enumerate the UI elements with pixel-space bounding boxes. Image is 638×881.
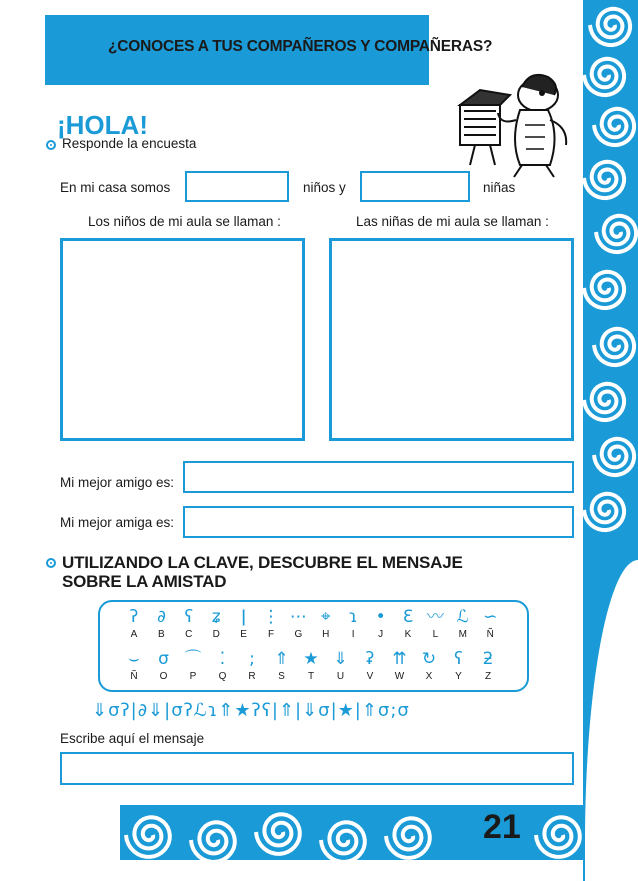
boys-word: niños y <box>303 180 346 195</box>
cipher-letter: V <box>366 671 374 682</box>
bullet-icon <box>46 140 56 150</box>
girls-word: niñas <box>483 180 516 195</box>
cipher-key <box>98 600 529 692</box>
cipher-letter: P <box>189 671 197 682</box>
swirl-icon <box>126 817 170 857</box>
boys-names-area[interactable] <box>60 238 305 441</box>
instruction: Responde la encuesta <box>62 136 197 151</box>
swirl-icon <box>536 817 580 857</box>
cipher-symbol: ʡ <box>365 649 375 669</box>
cipher-symbol: ⌖ <box>321 607 331 627</box>
cipher-letter: J <box>378 629 384 640</box>
cipher-letter: M <box>458 629 467 640</box>
page-number: 21 <box>483 808 521 846</box>
cipher-letter: U <box>336 671 345 682</box>
swirl-icon <box>321 822 365 862</box>
cipher-symbol: ℒ <box>456 607 469 627</box>
swirl-icon <box>584 162 624 198</box>
boys-count-field[interactable] <box>185 171 289 202</box>
cipher-symbol: ƻ <box>482 649 494 669</box>
cipher-letter: W <box>394 671 405 682</box>
swirl-icon <box>590 9 630 45</box>
cipher-letter: Ñ <box>486 629 494 640</box>
cipher-symbol: σ <box>158 649 169 669</box>
swirl-icon <box>594 439 634 475</box>
cipher-letter: X <box>425 671 433 682</box>
cipher-symbol: ★ <box>303 649 319 669</box>
message-answer-field[interactable] <box>60 752 574 785</box>
cipher-symbol: ; <box>249 649 255 669</box>
cipher-letter: F <box>267 629 275 640</box>
swirl-icon <box>584 272 624 308</box>
swirl-icon <box>386 818 430 858</box>
cipher-letter: C <box>185 629 193 640</box>
girls-names-area[interactable] <box>329 238 574 441</box>
cipher-symbol: ǀ <box>241 607 247 627</box>
coded-message: ⇓σʔ|∂⇓|σʔℒɿ⇑★ʔʕ|⇑|⇓σ|★|⇑σ;σ <box>92 700 410 721</box>
swirl-icon <box>596 216 636 252</box>
girls-count-field[interactable] <box>360 171 470 202</box>
girls-list-label: Las niñas de mi aula se llaman : <box>356 214 549 229</box>
cipher-symbol: ʕ <box>454 649 463 669</box>
cipher-symbol: ʕ <box>184 607 194 627</box>
cipher-letter: Y <box>455 671 462 682</box>
cipher-symbol: ⁚ <box>219 649 226 669</box>
cipher-symbol: ⇈ <box>392 649 407 669</box>
cipher-symbol: ⋮ <box>262 607 280 627</box>
best-friend-f-label: Mi mejor amiga es: <box>60 515 175 530</box>
section-heading <box>62 553 463 591</box>
cipher-letter: G <box>294 629 303 640</box>
cipher-letter: A <box>130 629 138 640</box>
cipher-symbol: • <box>375 607 386 627</box>
cipher-symbol: ʑ <box>211 607 221 627</box>
cipher-letter: I <box>351 629 355 640</box>
best-friend-m-label: Mi mejor amigo es: <box>60 475 175 490</box>
cipher-symbol: ⇓ <box>333 649 348 669</box>
cipher-symbol: ⇑ <box>274 649 289 669</box>
cipher-letter: K <box>404 629 412 640</box>
cipher-letter: B <box>158 629 165 640</box>
cipher-symbol: ∽ <box>483 607 498 627</box>
cipher-letter: S <box>278 671 285 682</box>
swirl-icon <box>256 814 300 854</box>
best-friend-f-field[interactable] <box>183 506 574 538</box>
cipher-symbol: ⌒ <box>184 649 202 669</box>
cipher-symbol: ∂ <box>156 607 166 627</box>
cipher-letter: Q <box>218 671 227 682</box>
swirl-icon <box>594 329 634 365</box>
house-prefix: En mi casa somos <box>60 180 171 195</box>
swirl-icon <box>584 384 624 420</box>
cipher-symbol: ↻ <box>421 649 437 669</box>
cipher-symbol: Ɛ <box>402 607 414 627</box>
boys-list-label: Los niños de mi aula se llaman : <box>88 214 281 229</box>
cartoon-illustration-icon <box>450 65 575 180</box>
section-heading-line2: SOBRE LA AMISTAD <box>62 572 227 591</box>
cipher-symbol: ⋯ <box>289 607 307 627</box>
cipher-letter: D <box>212 629 220 640</box>
cipher-symbol: 〰 <box>426 607 444 627</box>
greeting: ¡HOLA! <box>57 110 148 140</box>
swirl-icon <box>594 109 634 145</box>
cipher-letter: L <box>432 629 439 640</box>
section-heading-line1: UTILIZANDO LA CLAVE, DESCUBRE EL MENSAJE <box>62 553 463 572</box>
swirl-icon <box>584 59 624 95</box>
cipher-symbol: ⌣ <box>128 649 140 669</box>
cipher-letter: Z <box>484 671 492 682</box>
cipher-letter: T <box>307 671 315 682</box>
cipher-letter: O <box>159 671 168 682</box>
write-here-label: Escribe aquí el mensaje <box>60 731 205 746</box>
swirl-icon <box>584 494 624 530</box>
cipher-symbol: ɿ <box>348 607 358 627</box>
cipher-letter: H <box>322 629 330 640</box>
page-title: ¿CONOCES A TUS COMPAÑEROS Y COMPAÑERAS? <box>108 38 493 55</box>
bullet-icon <box>46 558 56 568</box>
swirl-icon <box>191 822 235 862</box>
cipher-letter: R <box>248 671 256 682</box>
cipher-letter: E <box>240 629 247 640</box>
cipher-symbol: ʔ <box>129 607 139 627</box>
cipher-letter: Ñ <box>130 671 138 682</box>
best-friend-m-field[interactable] <box>183 461 574 493</box>
